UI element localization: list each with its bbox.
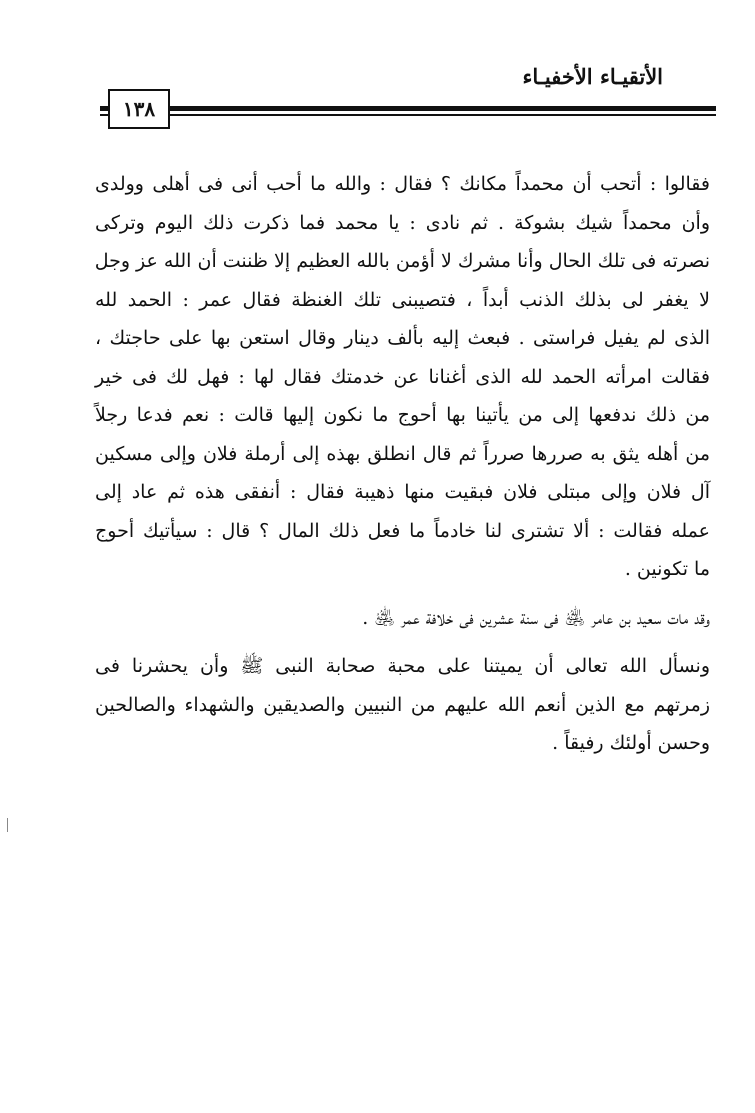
- text-line: نصرته فى تلك الحال وأنا مشرك لا أؤمن بالله العظيم إلا ظننت أن الله عز وجل: [94, 250, 710, 272]
- paragraph: [95, 647, 710, 763]
- body-text: [95, 165, 710, 763]
- text-line: زمرتهم مع الذين أنعم الله عليهم من النبيين والصديقين والشهداء والصالحين: [95, 693, 710, 716]
- text-line: من أهله يثق به صررها صرراً ثم قال انطلق بهذه إلى أرملة فلان وإلى مسكين: [95, 442, 710, 465]
- page-number: ١٣٨: [108, 89, 170, 129]
- header-rule-thick: [100, 106, 716, 111]
- text-line: ما تكونين .: [624, 558, 710, 580]
- paragraph-gap: [95, 637, 710, 647]
- text-line: عمله فقالت : ألا تشترى لنا خادماً ما فعل ذلك المال ؟ قال : سيأتيك أحوج: [95, 519, 710, 542]
- paragraph-gap: [95, 589, 710, 599]
- scan-margin-mark: [7, 818, 8, 832]
- text-line: الذى لم يفيل فراستى . فبعث إليه بألف دينار وقال استعن بها على حاجتك ،: [95, 327, 710, 349]
- header-rule-thin: [100, 114, 716, 116]
- text-line: من ذلك ندفعها إلى من يأتينا بها أحوج ما نكون إليها قالت : نعم فدعا رجلاً: [95, 404, 710, 426]
- text-line: لا يغفر لى بذلك الذنب أبداً ، فتصيبنى تلك الغنظة فقال عمر : الحمد لله: [95, 288, 710, 311]
- running-title: الأتقيـاء الأخفيـاء: [522, 64, 663, 89]
- paragraph: [95, 599, 710, 638]
- text-line: ونسأل الله تعالى أن يميتنا على محبة صحابة النبى ﷺ وأن يحشرنا فى: [95, 655, 710, 677]
- text-line: آل فلان وإلى مبتلى فلان فبقيت منها ذهيبة فقال : أنفقى هذه ثم عاد إلى: [95, 481, 710, 503]
- text-line: وقد مات سعيد بن عامر ﵁ فى سنة عشرين فى خلافة عمر ﵁ .: [362, 606, 710, 629]
- text-line: فقالت امرأته الحمد لله الذى أغنانا عن خدمتك فقال لها : فهل لك فى خير: [95, 365, 710, 388]
- text-line: وأن محمداً شيك بشوكة . ثم نادى : يا محمد فما ذكرت ذلك اليوم وتركى: [95, 211, 710, 234]
- text-line: فقالوا : أتحب أن محمداً مكانك ؟ فقال : والله ما أحب أنى فى أهلى وولدى: [95, 173, 710, 195]
- paragraph: [95, 165, 710, 589]
- text-line: وحسن أولئك رفيقاً .: [552, 732, 710, 754]
